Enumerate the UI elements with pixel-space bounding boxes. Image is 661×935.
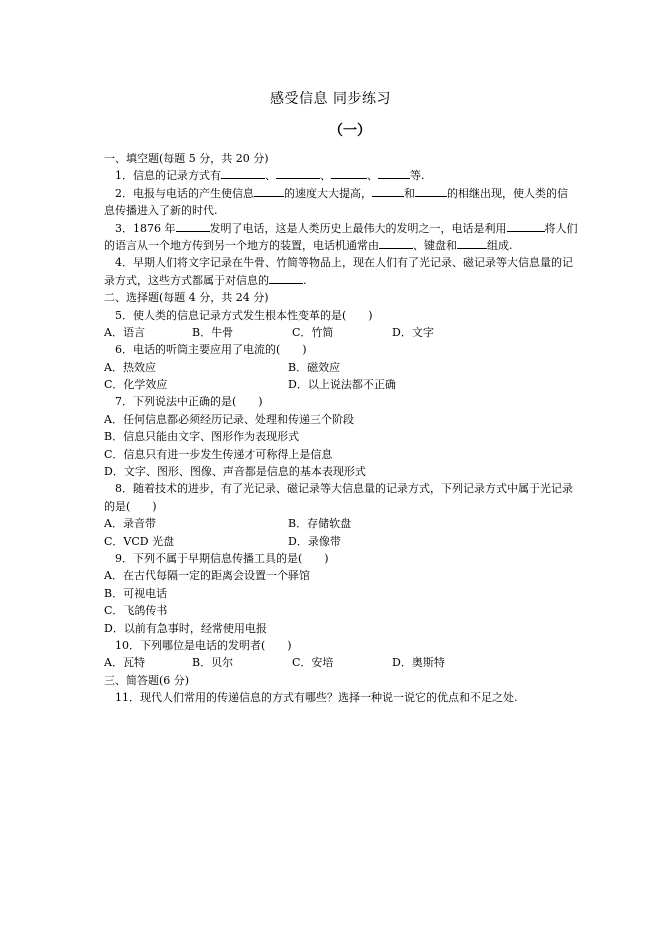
option-c[interactable]: C．飞鸽传书 (104, 604, 168, 618)
q2-text: 和 (404, 186, 415, 200)
option-b[interactable]: B．信息只能由文字、图形作为表现形式 (104, 430, 300, 444)
question-3-cont (104, 237, 584, 254)
question-11: 11．现代人们常用的传递信息的方式有哪些？选择一种说一说它的优点和不足之处. (115, 691, 518, 705)
option-d[interactable]: D．以前有急事时，经常使用电报 (104, 621, 267, 635)
question-8-options-ab (104, 515, 584, 532)
q3-text: 3．1876 年 (115, 221, 176, 235)
option-a[interactable]: A．热效应 (104, 360, 156, 374)
question-6-options-ab (104, 359, 584, 376)
q4-text: . (303, 273, 307, 287)
separator: 、 (367, 169, 378, 183)
section-heading-choice: 二、选择题(每题 4 分，共 24 分) (104, 291, 269, 305)
option-c[interactable]: C．信息只有进一步发生传递才可称得上是信息 (104, 447, 333, 461)
question-4: 4．早期人们将文字记录在牛骨、竹简等物品上，现在人们有了光记录、磁记录等大信息量的记 (115, 256, 573, 270)
answer-blank[interactable] (276, 167, 320, 179)
question-4-cont (104, 272, 584, 289)
question-8-options-cd (104, 533, 584, 550)
q1-end: 等. (410, 169, 425, 183)
option-b[interactable]: B．磁效应 (288, 360, 341, 374)
q3-text: 发明了电话，这是人类历史上最伟大的发明之一，电话是利用 (209, 221, 507, 235)
option-b[interactable]: B．可视电话 (104, 586, 168, 600)
option-d[interactable]: D．文字 (392, 325, 434, 339)
question-5: 5．使人类的信息记录方式发生根本性变革的是( ) (115, 308, 373, 322)
option-c[interactable]: C．安培 (292, 656, 334, 670)
q3-text: 将人们 (544, 221, 578, 235)
question-9: 9．下列不属于早期信息传播工具的是( ) (115, 551, 329, 565)
q4-text: 录方式，这些方式都属于对信息的 (104, 273, 269, 287)
option-a[interactable]: A．瓦特 (104, 656, 145, 670)
question-5-options (104, 324, 584, 341)
question-3 (104, 220, 584, 237)
option-a[interactable]: A．语言 (104, 325, 145, 339)
option-c[interactable]: C．竹简 (292, 325, 334, 339)
answer-blank[interactable] (254, 185, 284, 197)
answer-blank[interactable] (331, 167, 367, 179)
option-a[interactable]: A．在古代每隔一定的距离会设置一个驿馆 (104, 569, 310, 583)
question-10-options (104, 654, 584, 671)
question-6-options-cd (104, 376, 584, 393)
page-subtitle: （一） (329, 123, 371, 139)
answer-blank[interactable] (457, 237, 487, 249)
question-10: 10．下列哪位是电话的发明者( ) (115, 638, 292, 652)
question-1 (104, 167, 584, 184)
question-2 (104, 185, 584, 202)
answer-blank[interactable] (269, 272, 303, 284)
option-b[interactable]: B．贝尔 (192, 656, 234, 670)
question-8: 8．随着技术的进步，有了光记录、磁记录等大信息量的记录方式，下列记录方式中属于光记录 (115, 482, 573, 496)
option-b[interactable]: B．存储软盘 (288, 517, 352, 531)
answer-blank[interactable] (372, 185, 404, 197)
q2-text: 的速度大大提高， (284, 186, 372, 200)
option-b[interactable]: B．牛骨 (192, 325, 234, 339)
question-7: 7．下列说法中正确的是( ) (115, 395, 263, 409)
option-d[interactable]: D．文字、图形、图像、声音都是信息的基本表现形式 (104, 465, 366, 479)
answer-blank[interactable] (379, 237, 413, 249)
separator: 、 (265, 169, 276, 183)
q2-text: 的相继出现，使人类的信 (447, 186, 568, 200)
answer-blank[interactable] (378, 167, 410, 179)
option-d[interactable]: D．录像带 (288, 534, 341, 548)
q2-text: 2．电报与电话的产生使信息 (115, 186, 254, 200)
q3-text: 组成. (487, 238, 513, 252)
page-title: 感受信息 同步练习 (270, 91, 391, 107)
q1-text: 1．信息的记录方式有 (115, 169, 221, 183)
option-c[interactable]: C．化学效应 (104, 378, 168, 392)
q3-text: 的语言从一个地方传到另一个地方的装置，电话机通常由 (104, 238, 379, 252)
option-c[interactable]: C．VCD 光盘 (104, 534, 175, 548)
answer-blank[interactable] (221, 167, 265, 179)
question-8-cont: 的是( ) (104, 499, 157, 513)
answer-blank[interactable] (176, 220, 210, 232)
option-d[interactable]: D．以上说法都不正确 (288, 378, 396, 392)
section-heading-fill-in: 一、填空题(每题 5 分，共 20 分) (104, 152, 269, 165)
answer-blank[interactable] (415, 185, 447, 197)
separator: 、 (320, 169, 331, 183)
q3-text: 、键盘和 (413, 238, 457, 252)
question-2-cont: 息传播进入了新的时代. (104, 204, 218, 218)
worksheet-content (104, 150, 584, 707)
option-d[interactable]: D．奥斯特 (392, 656, 445, 670)
answer-blank[interactable] (507, 220, 545, 232)
option-a[interactable]: A．录音带 (104, 517, 156, 531)
section-heading-short-answer: 三、简答题(6 分) (104, 673, 190, 687)
option-a[interactable]: A．任何信息都必须经历记录、处理和传递三个阶段 (104, 412, 354, 426)
question-6: 6．电话的听筒主要应用了电流的( ) (115, 343, 307, 357)
